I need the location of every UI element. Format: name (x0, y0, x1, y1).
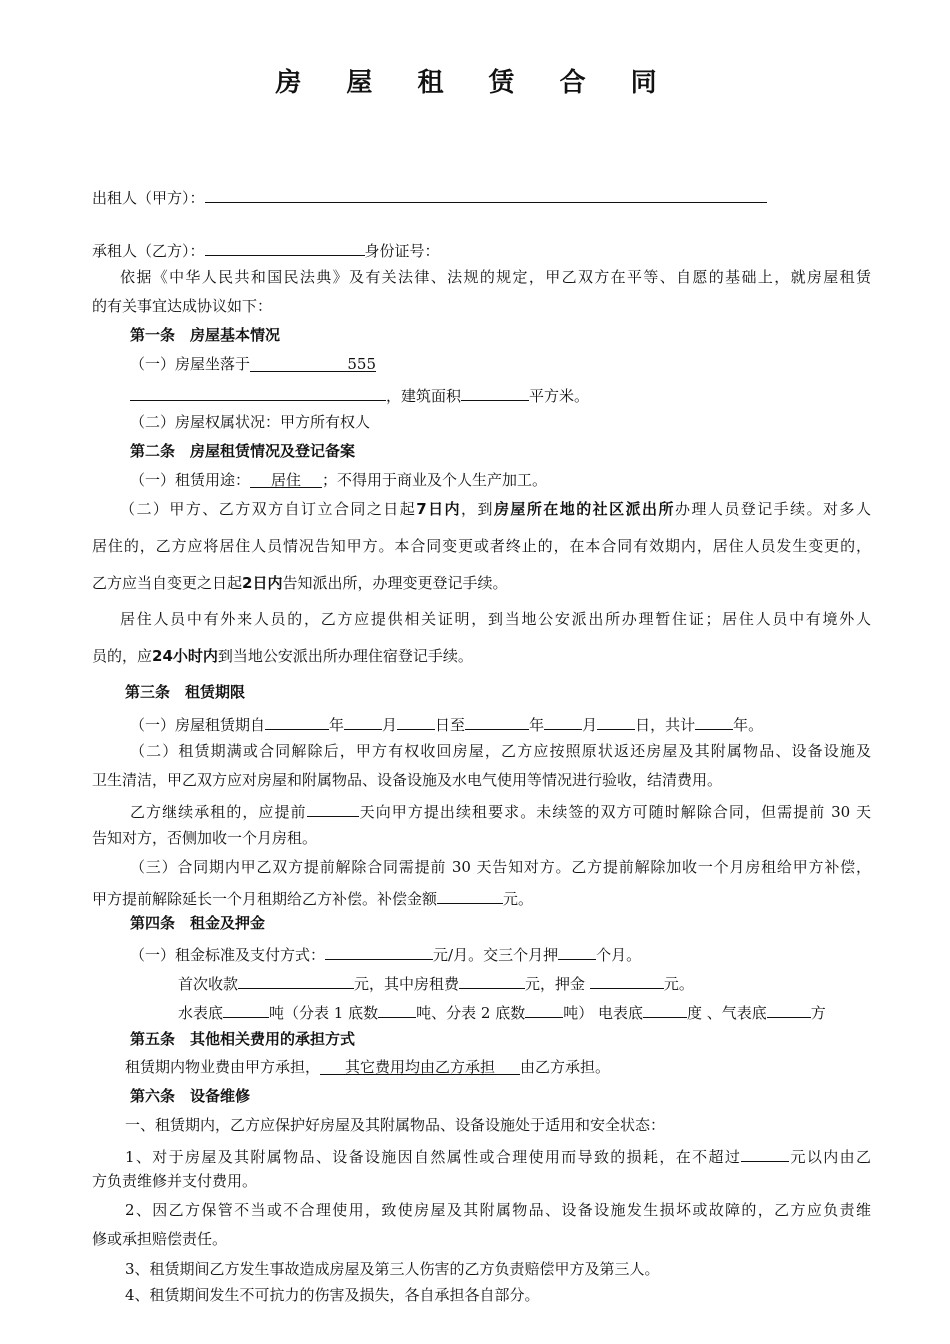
bold-deadline: 24小时内 (152, 647, 218, 665)
rent-fee-blank[interactable] (459, 971, 525, 989)
text: 到当地公安派出所办理住宿登记手续。 (217, 647, 473, 665)
early-termination-line-1: （三）合同期内甲乙双方提前解除合同需提前 30 天告知对方。乙方提前解除加收一个月房租给甲方补偿， (130, 858, 871, 876)
submeter-2-blank[interactable] (525, 1000, 563, 1018)
text: 月 (582, 716, 598, 734)
text: 元。 (663, 975, 694, 993)
text: 元/月。交三个月押 (433, 946, 559, 964)
renewal-line-1 (130, 799, 871, 822)
bold-deadline: 2日内 (242, 574, 283, 592)
rental-purpose-row (130, 470, 547, 490)
early-termination-line-2 (92, 886, 533, 909)
maintenance-item-2-line-2: 修或承担赔偿责任。 (92, 1230, 228, 1248)
text: ，到 (461, 500, 494, 518)
article-1-title: 第一条 房屋基本情况 (130, 326, 281, 344)
compensation-blank[interactable] (437, 886, 503, 904)
text: 吨） 电表底 (563, 1004, 643, 1022)
meter-reading-row (178, 1000, 826, 1023)
other-fees-value[interactable]: 其它费用均由乙方承担 (320, 1057, 520, 1075)
page-title: 房 屋 租 赁 合 同 (275, 68, 675, 98)
maintenance-item-1-line-2: 方负责维修并支付费用。 (92, 1172, 258, 1190)
text: 乙方应当自变更之日起 (92, 574, 243, 592)
purpose-label: （一）租赁用途： (130, 471, 251, 489)
party-b-label: 承租人（乙方）： (92, 242, 205, 260)
text: 元，押金 (525, 975, 590, 993)
start-day-blank[interactable] (397, 712, 435, 730)
maintenance-intro: 一、租赁期内，乙方应保护好房屋及其附属物品、设备设施处于适用和安全状态： (125, 1116, 666, 1134)
preamble-line-2: 的有关事宜达成协议如下： (92, 297, 273, 315)
text: 办理人员登记手续。对多人 (674, 500, 871, 518)
text: 年。 (733, 716, 764, 734)
text: 吨、分表 2 底数 (416, 1004, 526, 1022)
maintenance-limit-blank[interactable] (741, 1144, 789, 1162)
first-payment-row (178, 971, 694, 994)
maintenance-item-4: 4、租赁期间发生不可抗力的伤害及损失，各自承担各自部分。 (125, 1286, 540, 1304)
text: 月 (382, 716, 398, 734)
registration-line-2: 居住的，乙方应将居住人员情况告知甲方。本合同变更或者终止的，在本合同有效期内，居住人员发生变更的， (92, 537, 871, 555)
party-b-row (92, 238, 440, 261)
lease-end-line-2: 卫生清洁，甲乙双方应对房屋和附属物品、设备设施及水电气使用等情况进行验收，结清费用。 (92, 771, 723, 789)
text: 租赁期内物业费由甲方承担， (125, 1058, 321, 1076)
text: 甲方提前解除延长一个月租期给乙方补偿。补偿金额 (92, 890, 438, 908)
text: 日至 (435, 716, 466, 734)
maintenance-item-3: 3、租赁期间乙方发生事故造成房屋及第三人伤害的乙方负责赔偿甲方及第三人。 (125, 1260, 660, 1278)
end-year-blank[interactable] (465, 712, 529, 730)
foreigner-line-2 (92, 646, 473, 666)
text: 元，其中房租费 (354, 975, 460, 993)
area-blank[interactable] (461, 383, 529, 401)
article-3-title: 第三条 租赁期限 (125, 683, 246, 701)
text: 由乙方承担。 (520, 1058, 611, 1076)
text: 首次收款 (178, 975, 239, 993)
id-label: 身份证号： (364, 242, 440, 260)
text: 日，共计 (635, 716, 696, 734)
article-6-title: 第六条 设备维修 (130, 1087, 251, 1105)
text: 1、对于房屋及其附属物品、设备设施因自然属性或合理使用而导致的损耗，在不超过 (125, 1148, 742, 1166)
text: （一）租金标准及支付方式： (130, 946, 326, 964)
article-4-title: 第四条 租金及押金 (130, 914, 266, 932)
text: 告知派出所，办理变更登记手续。 (282, 574, 508, 592)
text: 年 (529, 716, 545, 734)
bold-deadline: 7日内 (416, 500, 462, 518)
other-fees-row (125, 1057, 610, 1077)
party-a-row (92, 185, 767, 208)
lease-term-row (130, 712, 763, 735)
registration-line-1 (120, 499, 871, 519)
party-b-blank[interactable] (205, 238, 365, 256)
text: 天向甲方提出续租要求。未续签的双方可随时解除合同，但需提前 30 天 (358, 803, 871, 821)
registration-line-3 (92, 573, 507, 593)
electric-meter-blank[interactable] (643, 1000, 687, 1018)
submeter-1-blank[interactable] (378, 1000, 416, 1018)
text: 水表底 (178, 1004, 224, 1022)
start-year-blank[interactable] (265, 712, 329, 730)
text: 个月。 (596, 946, 642, 964)
foreigner-line-1: 居住人员中有外来人员的，乙方应提供相关证明，到当地公安派出所办理暂住证；居住人员中有境外人 (120, 610, 871, 628)
text: 元以内由乙 (789, 1148, 871, 1166)
gas-meter-blank[interactable] (767, 1000, 811, 1018)
bold-police-station: 房屋所在地的社区派出所 (493, 500, 675, 518)
location-label: （一）房屋坐落于 (130, 355, 251, 373)
art1-area-row (130, 383, 589, 406)
location-value[interactable]: 555 (250, 354, 376, 372)
text: （二）甲方、乙方双方自订立合同之日起 (120, 500, 417, 518)
text: 员的，应 (92, 647, 153, 665)
end-month-blank[interactable] (544, 712, 582, 730)
renewal-days-blank[interactable] (307, 799, 359, 817)
party-a-label: 出租人（甲方）： (92, 189, 205, 207)
text: 年 (329, 716, 345, 734)
text: 乙方继续承租的，应提前 (130, 803, 307, 821)
deposit-blank[interactable] (590, 971, 664, 989)
first-payment-blank[interactable] (238, 971, 354, 989)
purpose-value[interactable]: 居住 (250, 470, 322, 488)
end-day-blank[interactable] (597, 712, 635, 730)
preamble-line-1: 依据《中华人民共和国民法典》及有关法律、法规的规定，甲乙双方在平等、自愿的基础上，就房屋租赁 (120, 268, 871, 286)
start-month-blank[interactable] (344, 712, 382, 730)
area-unit: 平方米。 (529, 387, 590, 405)
maintenance-item-2-line-1: 2、因乙方保管不当或不合理使用，致使房屋及其附属物品、设备设施发生损坏或故障的，乙方应负责维 (125, 1201, 871, 1219)
article-5-title: 第五条 其他相关费用的承担方式 (130, 1030, 356, 1048)
text: 吨（分表 1 底数 (269, 1004, 379, 1022)
water-meter-blank[interactable] (223, 1000, 269, 1018)
renewal-line-2: 告知对方，否侧加收一个月房租。 (92, 829, 318, 847)
lease-end-line-1: （二）租赁期满或合同解除后，甲方有权收回房屋，乙方应按照原状返还房屋及其附属物品、设备设施及 (130, 742, 871, 760)
location-blank-cont[interactable] (130, 383, 386, 401)
area-label: ，建筑面积 (386, 387, 462, 405)
art1-location-row (130, 354, 376, 374)
rent-standard-row (130, 942, 641, 965)
maintenance-item-1-line-1 (125, 1144, 871, 1167)
article-2-title: 第二条 房屋租赁情况及登记备案 (130, 442, 356, 460)
text: 度 、气表底 (686, 1004, 767, 1022)
text: 元。 (503, 890, 534, 908)
text: 方 (810, 1004, 826, 1022)
text: （一）房屋租赁期自 (130, 716, 266, 734)
ownership-status: （二）房屋权属状况：甲方所有权人 (130, 413, 371, 431)
party-a-blank[interactable] (205, 185, 767, 203)
monthly-rent-blank[interactable] (325, 942, 433, 960)
deposit-months-blank[interactable] (558, 942, 596, 960)
total-years-blank[interactable] (695, 712, 733, 730)
purpose-restriction: ；不得用于商业及个人生产加工。 (322, 471, 548, 489)
